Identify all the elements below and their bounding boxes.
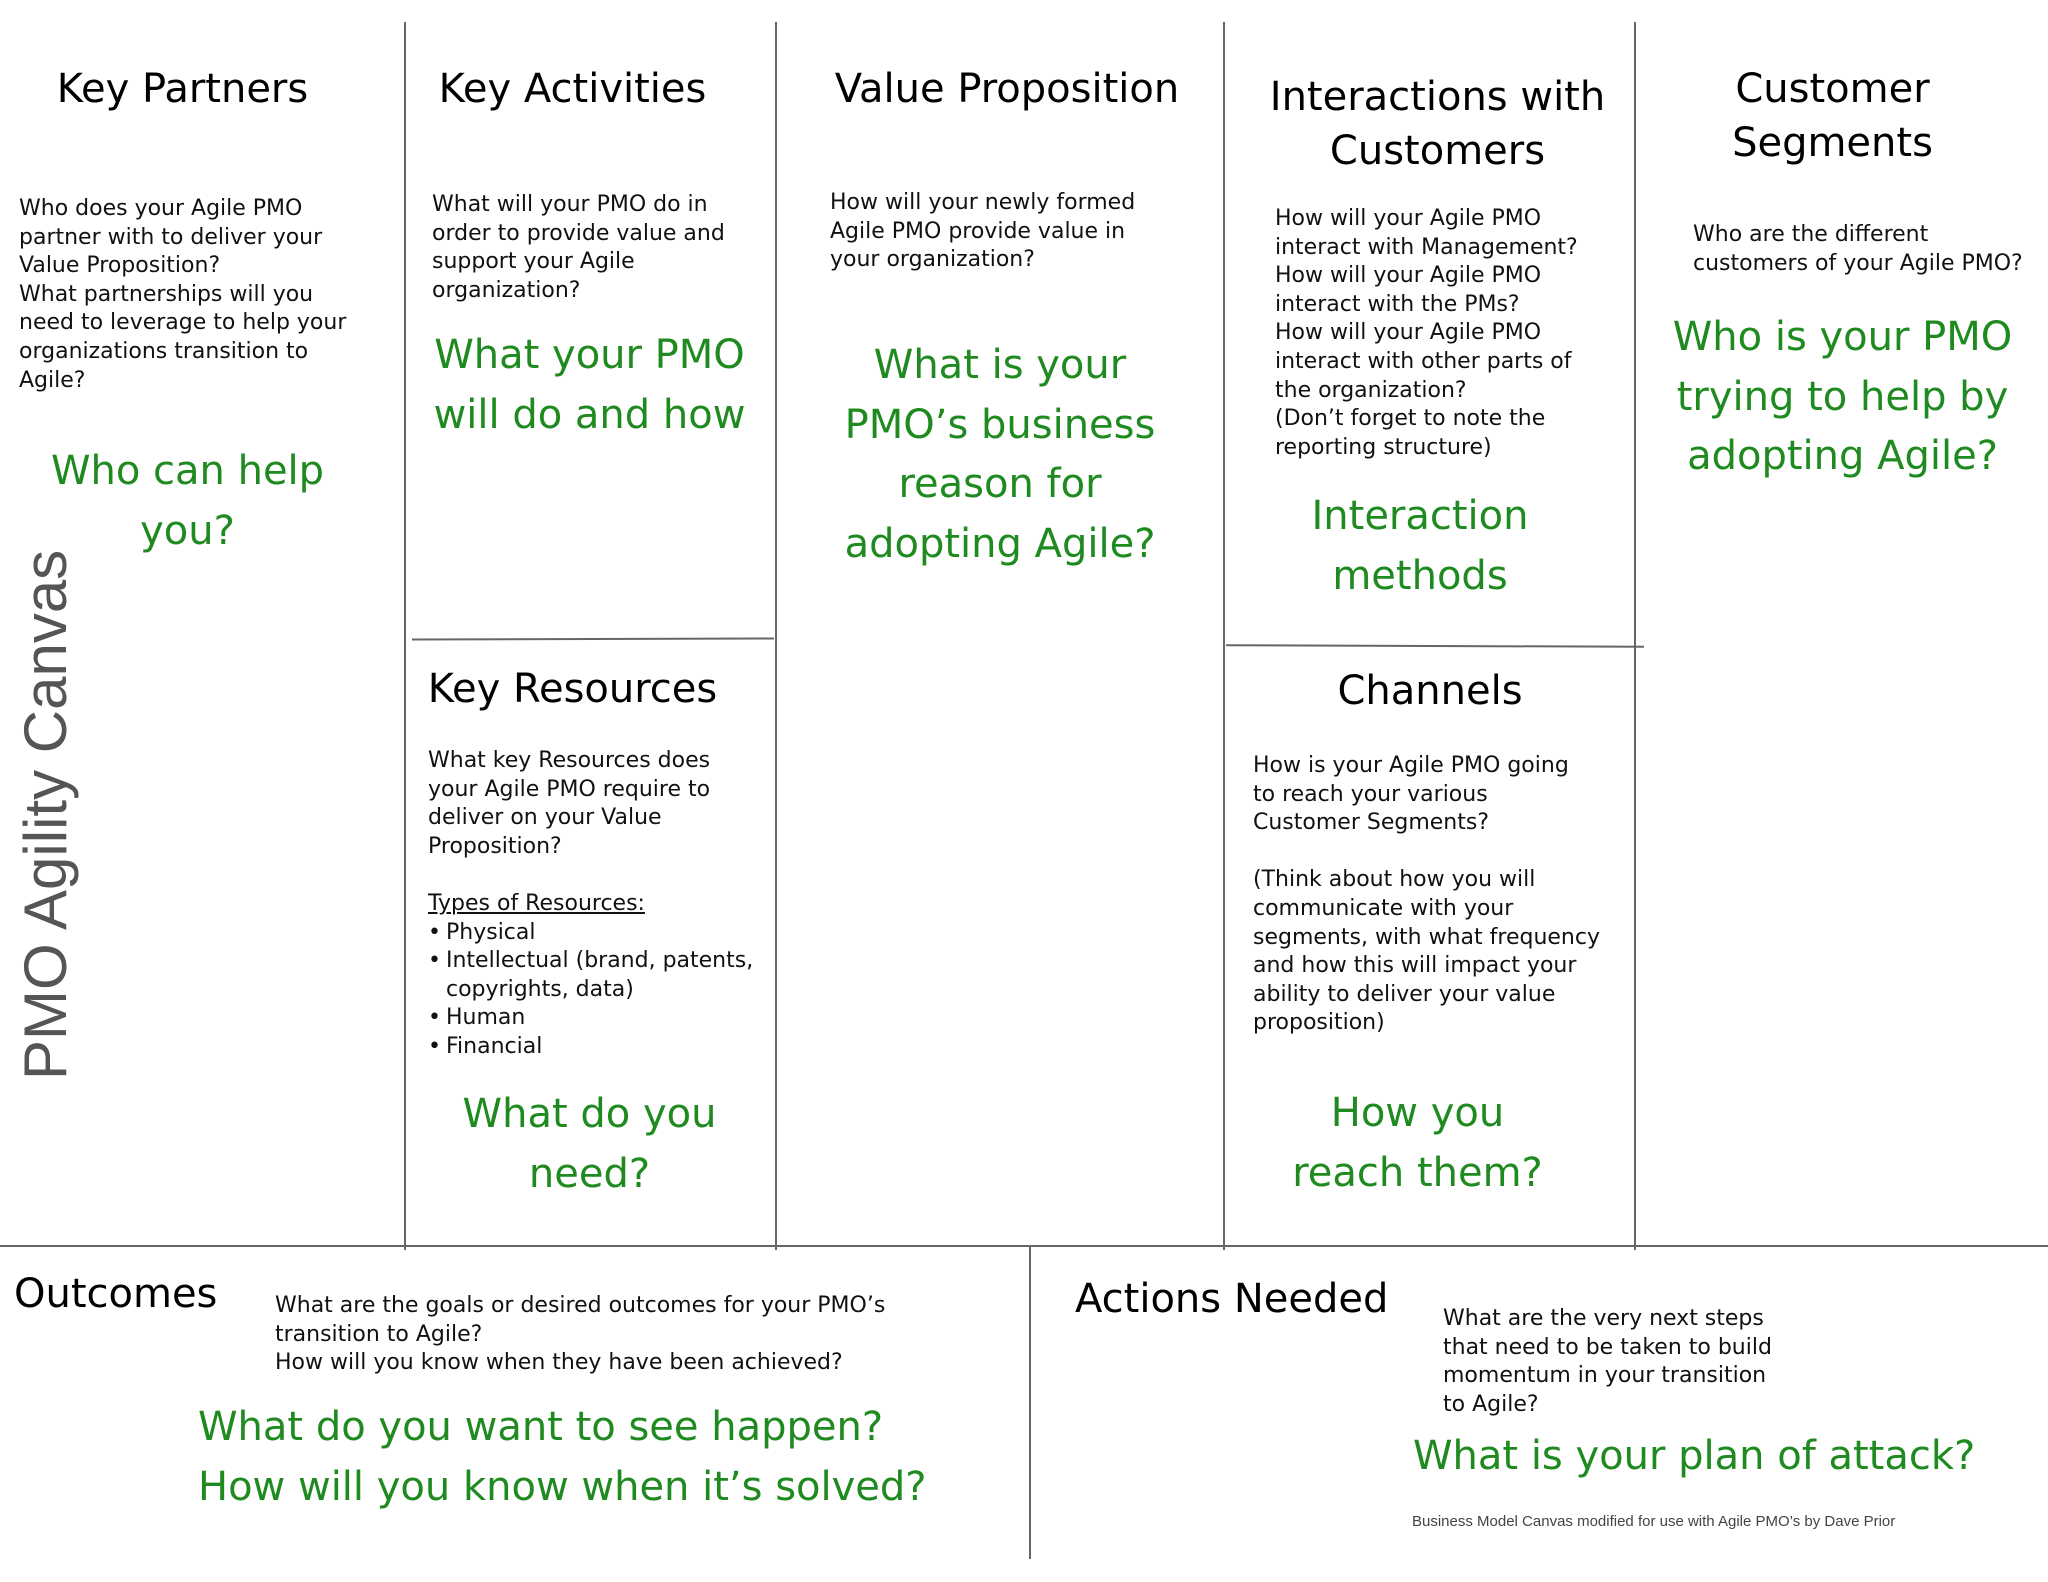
key-resources-question [428,747,753,1062]
question-line: order to provide value and [432,220,725,246]
question-line: to reach your various [1253,781,1488,807]
question-line: How is your Agile PMO going [1253,753,1569,778]
prompt-line: How will you know when it’s solved? [198,1463,927,1510]
question-line: interact with the PMs? [1275,291,1520,317]
prompt-line: What your PMO [434,332,745,378]
value-proposition-question [830,189,1135,275]
question-line: What are the goals or desired outcomes for your PMO’s [275,1293,886,1318]
actions-needed-question [1443,1305,1772,1419]
question-line: need to leverage to help your [19,310,347,336]
key-resources-title: Key Resources [427,666,718,712]
question-line: Customer Segments? [1253,810,1489,836]
divider-activities-value [775,22,777,1250]
prompt-line: reason for [898,461,1102,507]
prompt-line: will do and how [433,391,746,438]
outcomes-title: Outcomes [14,1271,218,1317]
question-line: that need to be taken to build [1443,1334,1772,1360]
divider-value-interactions [1223,22,1225,1250]
key-partners-title: Key Partners [56,66,309,112]
key-resources-prompt [412,1085,767,1204]
question-line: reporting structure) [1275,434,1492,460]
question-line: organization? [432,277,581,303]
divider-interactions-channels [1226,644,1644,647]
outcomes-prompt [198,1398,927,1517]
question-line: Proposition? [428,833,562,859]
resource-type-item: • Human [428,1004,753,1033]
question-line: support your Agile [432,249,635,275]
prompt-line: reach them? [1292,1149,1543,1196]
question-line: How will your Agile PMO [1275,320,1542,346]
interactions-title [1230,70,1645,178]
question-line: What are the very next steps [1443,1306,1764,1331]
divider-canvas-bottom [0,1245,2048,1247]
question-line: Value Proposition? [19,253,221,279]
resource-type-continuation: copyrights, data) [446,976,634,1002]
prompt-line: adopting Agile? [844,520,1156,567]
channels-prompt [1230,1084,1605,1203]
question-line: Who are the different [1693,222,1929,247]
customer-segments-prompt [1640,308,2045,487]
actions-needed-title: Actions Needed [1075,1276,1389,1322]
prompt-line: trying to help by [1676,373,2009,420]
question-line: interact with Management? [1275,234,1578,260]
resource-type-item: • Intellectual (brand, patents, [428,947,753,976]
title-line: Interactions with [1269,74,1606,120]
key-partners-question [19,195,346,395]
question-line: How will your Agile PMO [1275,263,1542,289]
question-spacer [1253,838,1600,867]
actions-needed-prompt: What is your plan of attack? [1413,1433,1976,1479]
question-line: organizations transition to [19,338,309,364]
question-line: the organization? [1275,377,1467,403]
value-proposition-title: Value Proposition [834,66,1180,112]
key-activities-title: Key Activities [438,66,707,112]
note-line: and how this will impact your [1253,953,1577,979]
question-line: Who does your Agile PMO [19,196,303,221]
divider-partners-activities [404,22,406,1250]
prompt-line: need? [528,1150,651,1197]
key-activities-prompt [412,326,767,445]
divider-interactions-segments [1634,22,1636,1250]
title-line: Customer [1735,66,1930,112]
divider-activities-resources [412,638,774,640]
question-line: to Agile? [1443,1391,1539,1417]
resource-types-heading: Types of Resources: [428,890,645,916]
question-line: How will your Agile PMO [1275,206,1542,231]
title-line: Customers [1329,128,1546,174]
outcomes-question [275,1292,885,1378]
question-line: What key Resources does [428,748,711,773]
question-line: (Don’t forget to note the [1275,406,1546,432]
divider-outcomes-actions [1029,1245,1031,1559]
question-line: transition to Agile? [275,1321,483,1347]
key-partners-prompt [30,442,345,561]
prompt-line: What is your [873,342,1127,388]
question-line: partner with to deliver your [19,224,323,250]
question-line: What partnerships will you [19,281,314,307]
canvas-vertical-title: PMO Agility Canvas [12,549,79,1080]
channels-title: Channels [1337,668,1523,714]
title-line: Segments [1732,120,1933,166]
prompt-line: PMO’s business [844,401,1156,448]
prompt-line: What do you want to see happen? [198,1404,884,1450]
customer-segments-question [1693,221,2023,278]
question-line: What will your PMO do in [432,192,708,217]
note-line: (Think about how you will [1253,867,1536,893]
key-activities-question [432,191,725,305]
question-line: your Agile PMO require to [428,776,711,802]
question-line: customers of your Agile PMO? [1693,250,2023,276]
prompt-line: Interaction [1311,493,1529,539]
question-line: your organization? [830,247,1035,273]
note-line: communicate with your [1253,895,1514,921]
credit-note: Business Model Canvas modified for use with Agile PMO’s by Dave Prior [1412,1513,1896,1530]
interactions-prompt [1230,487,1610,606]
value-proposition-prompt [790,336,1210,574]
customer-segments-title [1640,62,2025,170]
question-line: momentum in your transition [1443,1363,1767,1389]
question-line: interact with other parts of [1275,348,1572,374]
question-line: deliver on your Value [428,805,662,831]
note-line: ability to deliver your value [1253,981,1556,1007]
prompt-line: adopting Agile? [1687,433,1998,479]
question-line: How will you know when they have been achieved? [275,1350,843,1376]
prompt-line: What do you [462,1091,717,1137]
question-line: Agile? [19,367,86,393]
channels-question [1253,752,1600,1038]
resource-type-item: • Financial [428,1033,753,1062]
resource-type-item: • Physical [428,919,753,948]
prompt-line: Who can help [50,448,325,494]
question-spacer [428,861,753,890]
prompt-line: How you [1330,1090,1505,1136]
prompt-line: methods [1332,552,1508,599]
question-line: Agile PMO provide value in [830,218,1126,244]
question-line: How will your newly formed [830,190,1136,215]
prompt-line: Who is your PMO [1672,314,2013,360]
interactions-question [1275,205,1578,462]
prompt-line: you? [140,507,235,554]
note-line: proposition) [1253,1010,1385,1036]
note-line: segments, with what frequency [1253,924,1600,950]
